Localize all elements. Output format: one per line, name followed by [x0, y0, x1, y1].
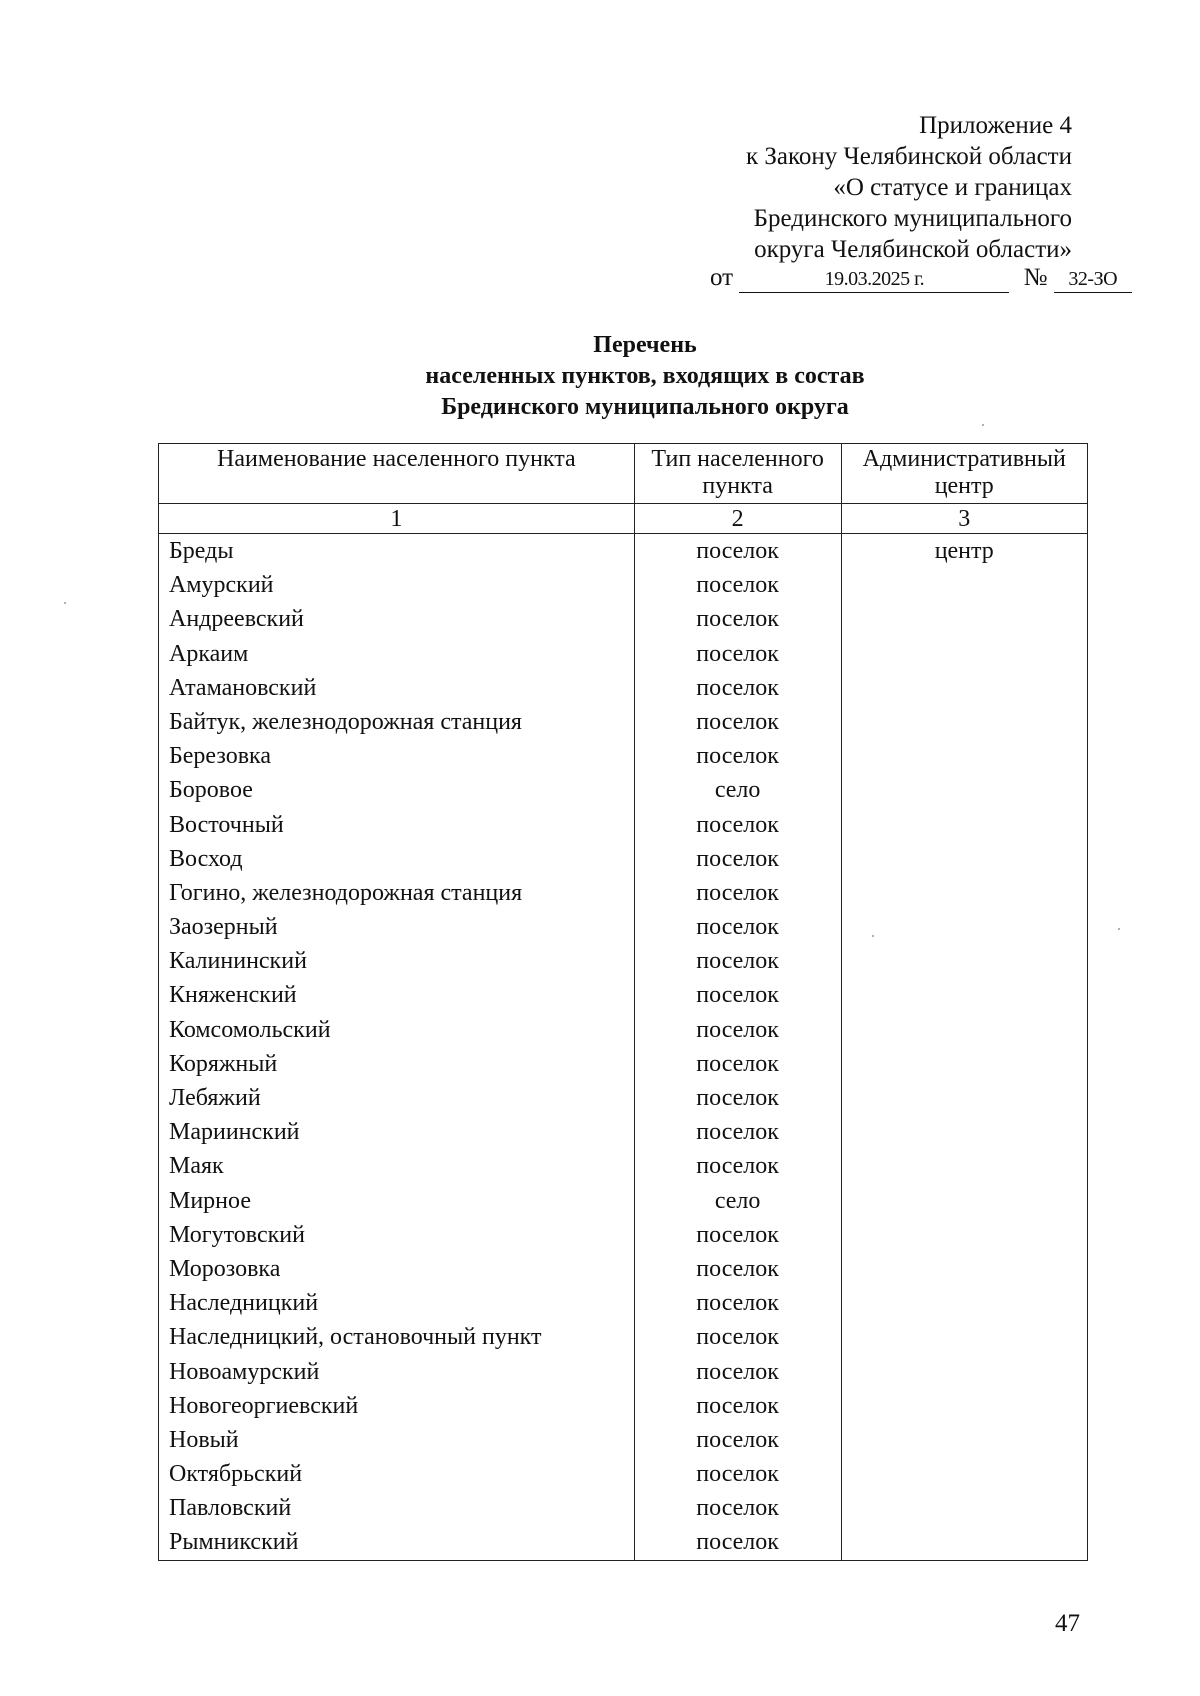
table-header-row: [159, 444, 1088, 504]
header-line: Приложение 4: [919, 112, 1072, 139]
table-row: [159, 842, 1088, 876]
table-row: [159, 1457, 1088, 1491]
admin-center-cell: [841, 1320, 1088, 1354]
settlement-name-cell: Могутовский: [159, 1218, 635, 1252]
settlement-name-cell: Восход: [159, 842, 635, 876]
table-row: [159, 773, 1088, 807]
column-number: 1: [159, 504, 635, 534]
settlement-type-cell: поселок: [634, 1525, 841, 1560]
settlement-name-cell: Маяк: [159, 1149, 635, 1183]
admin-center-cell: [841, 602, 1088, 636]
settlements-table: [158, 443, 1088, 1561]
table-row: [159, 534, 1088, 569]
settlement-name-cell: Новоамурский: [159, 1355, 635, 1389]
settlement-type-cell: поселок: [634, 1013, 841, 1047]
settlement-name-cell: Рымникский: [159, 1525, 635, 1560]
page-number: 47: [1055, 1610, 1080, 1637]
admin-center-cell: [841, 1149, 1088, 1183]
number-prefix: №: [1023, 264, 1048, 291]
table-row: [159, 602, 1088, 636]
settlement-type-cell: село: [634, 773, 841, 807]
admin-center-cell: [841, 1389, 1088, 1423]
table-row: [159, 1286, 1088, 1320]
admin-center-cell: [841, 1218, 1088, 1252]
settlement-type-cell: поселок: [634, 671, 841, 705]
table-row: [159, 1149, 1088, 1183]
admin-center-cell: [841, 773, 1088, 807]
settlement-name-cell: Березовка: [159, 739, 635, 773]
admin-center-cell: [841, 978, 1088, 1012]
admin-center-cell: [841, 705, 1088, 739]
scan-speck: [982, 424, 984, 426]
settlement-name-cell: Гогино, железнодорожная станция: [159, 876, 635, 910]
header-line: округа Челябинской области»: [754, 236, 1072, 263]
settlement-name-cell: Морозовка: [159, 1252, 635, 1286]
settlement-name-cell: Наследницкий, остановочный пункт: [159, 1320, 635, 1354]
table-row: [159, 1252, 1088, 1286]
table-row: [159, 1218, 1088, 1252]
document-title: [0, 330, 1200, 423]
admin-center-cell: [841, 842, 1088, 876]
settlement-type-cell: поселок: [634, 1423, 841, 1457]
table-body: [159, 534, 1088, 1561]
table-row: [159, 808, 1088, 842]
admin-center-cell: [841, 1457, 1088, 1491]
settlement-name-cell: Боровое: [159, 773, 635, 807]
date-prefix: от: [710, 264, 734, 291]
admin-center-cell: [841, 1047, 1088, 1081]
table-row: [159, 1047, 1088, 1081]
settlement-type-cell: поселок: [634, 568, 841, 602]
settlement-type-cell: поселок: [634, 602, 841, 636]
table-row: [159, 637, 1088, 671]
admin-center-cell: [841, 1013, 1088, 1047]
table-row: [159, 1389, 1088, 1423]
admin-center-cell: [841, 568, 1088, 602]
settlement-name-cell: Коряжный: [159, 1047, 635, 1081]
settlement-name-cell: Лебяжий: [159, 1081, 635, 1115]
admin-center-cell: [841, 808, 1088, 842]
admin-center-cell: [841, 876, 1088, 910]
table-row: [159, 739, 1088, 773]
column-header-center: Административный центр: [841, 444, 1088, 504]
table-row: [159, 1355, 1088, 1389]
settlement-name-cell: Княженский: [159, 978, 635, 1012]
scan-speck: [872, 935, 874, 937]
admin-center-cell: [841, 910, 1088, 944]
table-row: [159, 1081, 1088, 1115]
settlement-name-cell: Байтук, железнодорожная станция: [159, 705, 635, 739]
table-row: [159, 1013, 1088, 1047]
table-row: [159, 910, 1088, 944]
table-row: [159, 1423, 1088, 1457]
admin-center-cell: [841, 1491, 1088, 1525]
settlement-type-cell: поселок: [634, 1286, 841, 1320]
title-line: Брединского муниципального округа: [441, 394, 849, 420]
settlement-name-cell: Новый: [159, 1423, 635, 1457]
settlement-type-cell: поселок: [634, 876, 841, 910]
settlement-name-cell: Калининский: [159, 944, 635, 978]
settlement-type-cell: поселок: [634, 1047, 841, 1081]
settlement-name-cell: Аркаим: [159, 637, 635, 671]
settlement-type-cell: поселок: [634, 1389, 841, 1423]
column-number: 3: [841, 504, 1088, 534]
settlement-type-cell: поселок: [634, 1491, 841, 1525]
table-row: [159, 671, 1088, 705]
date-number-line: [710, 262, 1132, 293]
settlement-type-cell: поселок: [634, 534, 841, 569]
document-header: [512, 110, 1072, 265]
settlement-type-cell: поселок: [634, 637, 841, 671]
admin-center-cell: [841, 1355, 1088, 1389]
header-line: «О статусе и границах: [833, 174, 1072, 201]
column-number: 2: [634, 504, 841, 534]
admin-center-cell: [841, 1286, 1088, 1320]
table-row: [159, 705, 1088, 739]
column-header-type: Тип населенного пункта: [634, 444, 841, 504]
header-line: к Закону Челябинской области: [746, 143, 1072, 170]
settlement-type-cell: поселок: [634, 1081, 841, 1115]
settlement-name-cell: Восточный: [159, 808, 635, 842]
settlement-name-cell: Октябрьский: [159, 1457, 635, 1491]
settlement-type-cell: поселок: [634, 808, 841, 842]
settlement-type-cell: поселок: [634, 1218, 841, 1252]
admin-center-cell: [841, 671, 1088, 705]
admin-center-cell: центр: [841, 534, 1088, 569]
table-row: [159, 1115, 1088, 1149]
title-line: Перечень: [593, 332, 697, 358]
settlement-type-cell: поселок: [634, 978, 841, 1012]
settlement-name-cell: Павловский: [159, 1491, 635, 1525]
settlement-type-cell: поселок: [634, 842, 841, 876]
table-row: [159, 944, 1088, 978]
admin-center-cell: [841, 1252, 1088, 1286]
settlement-name-cell: Атамановский: [159, 671, 635, 705]
table-row: [159, 568, 1088, 602]
settlement-type-cell: поселок: [634, 944, 841, 978]
table-row: [159, 1491, 1088, 1525]
settlement-type-cell: поселок: [634, 1115, 841, 1149]
settlement-name-cell: Комсомольский: [159, 1013, 635, 1047]
table-row: [159, 978, 1088, 1012]
settlement-type-cell: поселок: [634, 1320, 841, 1354]
column-header-name: Наименование населенного пункта: [159, 444, 635, 504]
settlement-name-cell: Андреевский: [159, 602, 635, 636]
scan-speck: [64, 602, 66, 604]
settlement-name-cell: Мирное: [159, 1184, 635, 1218]
table-row: [159, 1320, 1088, 1354]
admin-center-cell: [841, 1081, 1088, 1115]
admin-center-cell: [841, 1115, 1088, 1149]
settlement-name-cell: Новогеоргиевский: [159, 1389, 635, 1423]
number-field: 32-ЗО: [1054, 266, 1132, 293]
column-number-row: [159, 504, 1088, 534]
admin-center-cell: [841, 944, 1088, 978]
settlement-type-cell: поселок: [634, 705, 841, 739]
settlement-name-cell: Мариинский: [159, 1115, 635, 1149]
settlement-type-cell: поселок: [634, 1457, 841, 1491]
settlement-name-cell: Наследницкий: [159, 1286, 635, 1320]
table-row: [159, 876, 1088, 910]
admin-center-cell: [841, 1525, 1088, 1560]
header-line: Брединского муниципального: [753, 205, 1072, 232]
settlement-name-cell: Заозерный: [159, 910, 635, 944]
settlement-name-cell: Бреды: [159, 534, 635, 569]
table-row: [159, 1525, 1088, 1560]
admin-center-cell: [841, 739, 1088, 773]
admin-center-cell: [841, 1423, 1088, 1457]
date-field: 19.03.2025 г.: [739, 266, 1009, 293]
title-line: населенных пунктов, входящих в состав: [425, 363, 865, 389]
settlement-type-cell: поселок: [634, 910, 841, 944]
settlement-name-cell: Амурский: [159, 568, 635, 602]
settlement-type-cell: поселок: [634, 1355, 841, 1389]
settlement-type-cell: поселок: [634, 1149, 841, 1183]
scan-speck: [1118, 928, 1120, 930]
table-row: [159, 1184, 1088, 1218]
settlement-type-cell: поселок: [634, 739, 841, 773]
settlement-type-cell: село: [634, 1184, 841, 1218]
admin-center-cell: [841, 637, 1088, 671]
settlement-type-cell: поселок: [634, 1252, 841, 1286]
admin-center-cell: [841, 1184, 1088, 1218]
